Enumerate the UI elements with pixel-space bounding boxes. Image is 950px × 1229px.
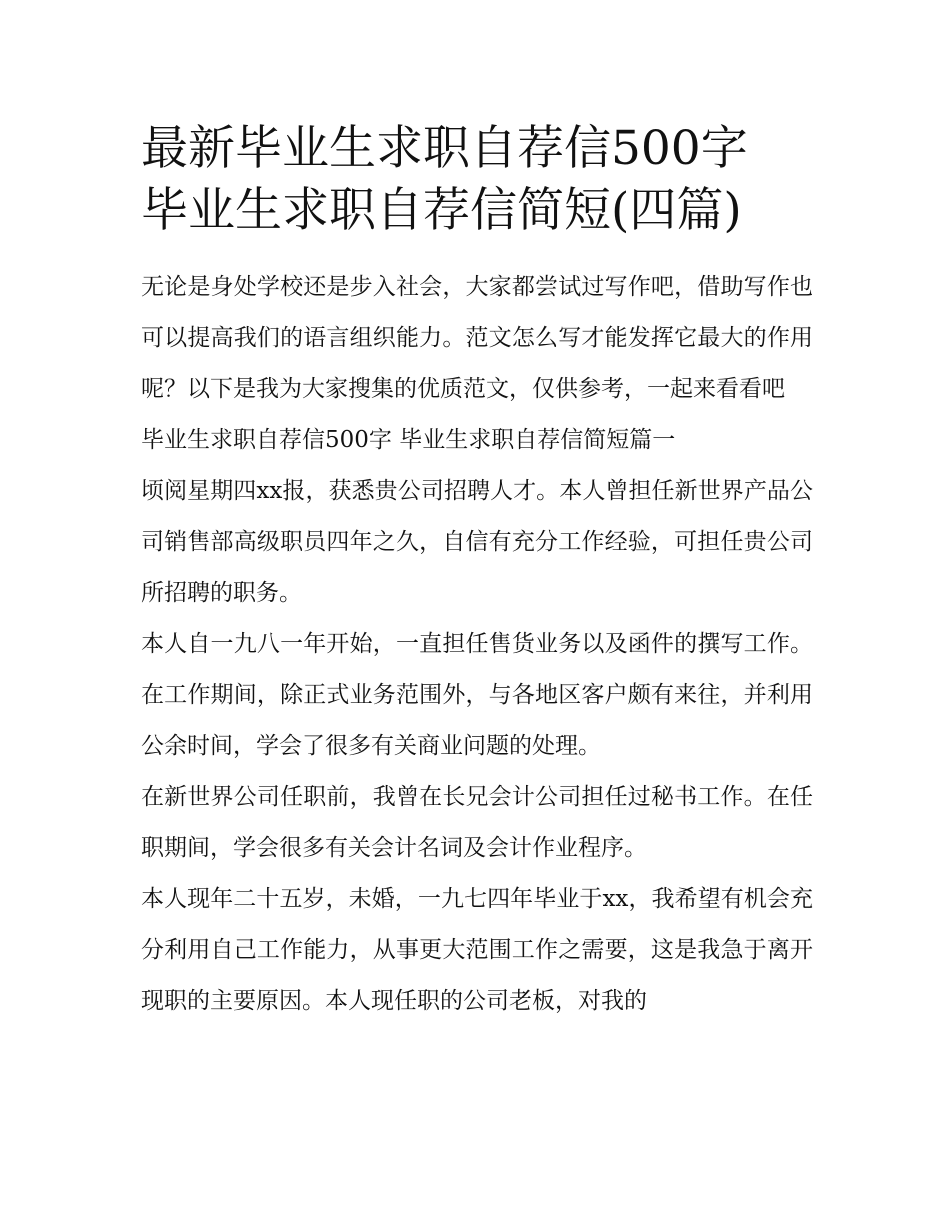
paragraph-intro: 无论是身处学校还是步入社会，大家都尝试过写作吧，借助写作也可以提高我们的语言组织能力。范文怎么写才能发挥它最大的作用呢？以下是我为大家搜集的优质范文，仅供参考，一起来看看吧 <box>141 274 813 402</box>
paragraph-3: 在新世界公司任职前，我曾在长兄会计公司担任过秘书工作。在任职期间，学会很多有关会计名词及会计作业程序。 <box>141 784 813 861</box>
document-body <box>141 262 813 1027</box>
document-title <box>141 118 813 242</box>
paragraph-4: 本人现年二十五岁，未婚，一九七四年毕业于xx，我希望有机会充分利用自己工作能力，从事更大范围工作之需要，这是我急于离开现职的主要原因。本人现任职的公司老板，对我的 <box>141 886 813 1014</box>
document-page <box>141 118 813 1027</box>
paragraph-1: 顷阅星期四xx报，获悉贵公司招聘人才。本人曾担任新世界产品公司销售部高级职员四年之久，自信有充分工作经验，可担任贵公司所招聘的职务。 <box>141 478 813 606</box>
section-heading: 毕业生求职自荐信500字 毕业生求职自荐信简短篇一 <box>141 427 676 453</box>
title-line-1: 最新毕业生求职自荐信500字 <box>141 121 748 176</box>
title-line-2: 毕业生求职自荐信简短(四篇) <box>141 183 742 238</box>
paragraph-2: 本人自一九八一年开始，一直担任售货业务以及函件的撰写工作。在工作期间，除正式业务范围外，与各地区客户颇有来往，并利用公余时间，学会了很多有关商业问题的处理。 <box>141 631 813 759</box>
